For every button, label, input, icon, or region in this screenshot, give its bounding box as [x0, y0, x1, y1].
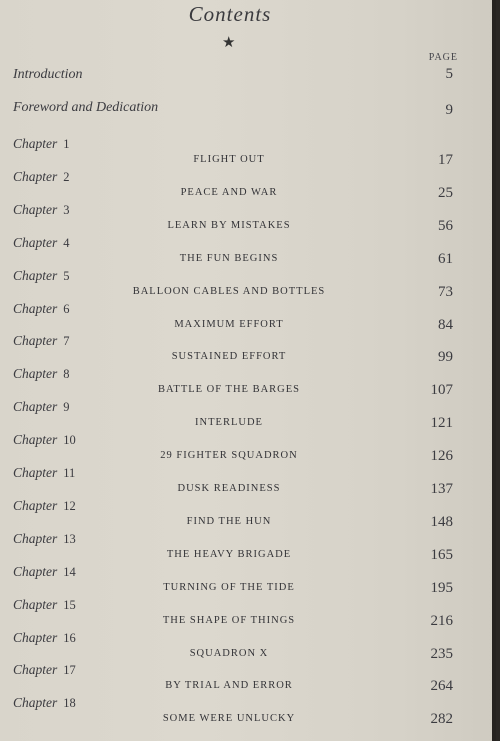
- page-title: Contents: [188, 2, 272, 26]
- chapter-label: [13, 366, 70, 382]
- chapter-page-number: 148: [430, 514, 453, 530]
- chapter-number: 7: [63, 334, 70, 348]
- chapter-label: [13, 169, 70, 185]
- chapter-title: BALLOON CABLES AND BOTTLES: [132, 286, 326, 297]
- chapter-word: Chapter: [13, 202, 58, 217]
- chapter-title: 29 FIGHTER SQUADRON: [160, 450, 298, 461]
- chapter-page-number: 107: [430, 382, 453, 398]
- chapter-page-number: 73: [438, 284, 453, 300]
- chapter-word: Chapter: [13, 366, 58, 381]
- chapter-page-number: 195: [430, 580, 453, 596]
- chapter-number: 13: [63, 532, 76, 546]
- chapter-label: [13, 333, 70, 349]
- chapter-page-number: 264: [430, 678, 453, 694]
- chapter-number: 15: [63, 598, 76, 612]
- chapter-word: Chapter: [13, 531, 58, 546]
- chapter-word: Chapter: [13, 169, 58, 184]
- chapter-word: Chapter: [13, 136, 58, 151]
- front-matter-page-introduction: 5: [445, 66, 453, 82]
- chapter-word: Chapter: [13, 268, 58, 283]
- chapter-title: SOME WERE UNLUCKY: [162, 713, 296, 724]
- chapter-word: Chapter: [13, 333, 58, 348]
- chapter-page-number: 25: [438, 185, 453, 201]
- chapter-page-number: 84: [438, 317, 453, 333]
- chapter-title: BATTLE OF THE BARGES: [157, 384, 301, 395]
- chapter-label: [13, 695, 76, 711]
- chapter-word: Chapter: [13, 465, 58, 480]
- chapter-title: THE FUN BEGINS: [179, 253, 279, 264]
- chapter-word: Chapter: [13, 695, 58, 710]
- chapter-number: 14: [63, 565, 76, 579]
- chapter-title: PEACE AND WAR: [180, 187, 278, 198]
- chapter-number: 10: [63, 433, 76, 447]
- chapter-label: [13, 662, 76, 678]
- chapter-label: [13, 399, 70, 415]
- chapter-page-number: 165: [430, 547, 453, 563]
- chapter-word: Chapter: [13, 301, 58, 316]
- chapter-word: Chapter: [13, 564, 58, 579]
- chapter-page-number: 17: [438, 152, 453, 168]
- chapter-title: FIND THE HUN: [186, 516, 272, 527]
- chapter-label: [13, 301, 70, 317]
- page-edge: [492, 0, 496, 741]
- chapter-label: [13, 630, 76, 646]
- chapter-number: 16: [63, 631, 76, 645]
- chapter-label: [13, 268, 70, 284]
- chapter-label: [13, 498, 76, 514]
- chapter-page-number: 56: [438, 218, 453, 234]
- chapter-title: TURNING OF THE TIDE: [163, 582, 295, 593]
- chapter-word: Chapter: [13, 498, 58, 513]
- chapter-title: THE SHAPE OF THINGS: [162, 615, 296, 626]
- chapter-word: Chapter: [13, 235, 58, 250]
- chapter-word: Chapter: [13, 662, 58, 677]
- chapter-word: Chapter: [13, 399, 58, 414]
- chapter-label: [13, 136, 70, 152]
- chapter-label: [13, 465, 75, 481]
- chapter-title: DUSK READINESS: [177, 483, 281, 494]
- chapter-title: SUSTAINED EFFORT: [171, 351, 287, 362]
- chapter-number: 1: [63, 137, 70, 151]
- chapter-number: 9: [63, 400, 70, 414]
- chapter-word: Chapter: [13, 630, 58, 645]
- chapter-number: 12: [63, 499, 76, 513]
- chapter-page-number: 61: [438, 251, 453, 267]
- chapter-title: INTERLUDE: [195, 417, 263, 428]
- chapter-title: LEARN BY MISTAKES: [167, 220, 291, 231]
- chapter-page-number: 126: [430, 448, 453, 464]
- front-matter-label-introduction: Introduction: [13, 67, 83, 82]
- chapter-page-number: 121: [430, 415, 453, 431]
- chapter-page-number: 99: [438, 349, 453, 365]
- chapter-number: 8: [63, 367, 70, 381]
- front-matter-label-foreword: Foreword and Dedication: [13, 100, 159, 115]
- chapter-page-number: 216: [430, 613, 453, 629]
- chapter-title: FLIGHT OUT: [193, 154, 265, 165]
- chapter-title: MAXIMUM EFFORT: [174, 319, 284, 330]
- chapter-number: 3: [63, 203, 70, 217]
- chapter-number: 11: [63, 466, 76, 480]
- chapter-number: 2: [63, 170, 70, 184]
- star-ornament-icon: ★: [222, 35, 236, 51]
- chapter-page-number: 282: [430, 711, 453, 727]
- chapter-number: 6: [63, 302, 70, 316]
- page-column-label: PAGE: [428, 52, 458, 63]
- chapter-word: Chapter: [13, 597, 58, 612]
- chapter-label: [13, 564, 76, 580]
- chapter-number: 4: [63, 236, 70, 250]
- chapter-page-number: 137: [430, 481, 453, 497]
- chapter-label: [13, 597, 76, 613]
- chapter-number: 17: [63, 663, 76, 677]
- chapter-word: Chapter: [13, 432, 58, 447]
- chapter-number: 5: [63, 269, 70, 283]
- chapter-number: 18: [63, 696, 76, 710]
- chapter-label: [13, 432, 76, 448]
- chapter-title: BY TRIAL AND ERROR: [165, 680, 293, 691]
- chapter-title: THE HEAVY BRIGADE: [166, 549, 292, 560]
- chapter-label: [13, 235, 70, 251]
- front-matter-page-foreword: 9: [445, 102, 453, 118]
- chapter-label: [13, 202, 70, 218]
- chapter-page-number: 235: [430, 646, 453, 662]
- chapter-label: [13, 531, 76, 547]
- chapter-title: SQUADRON X: [189, 648, 269, 659]
